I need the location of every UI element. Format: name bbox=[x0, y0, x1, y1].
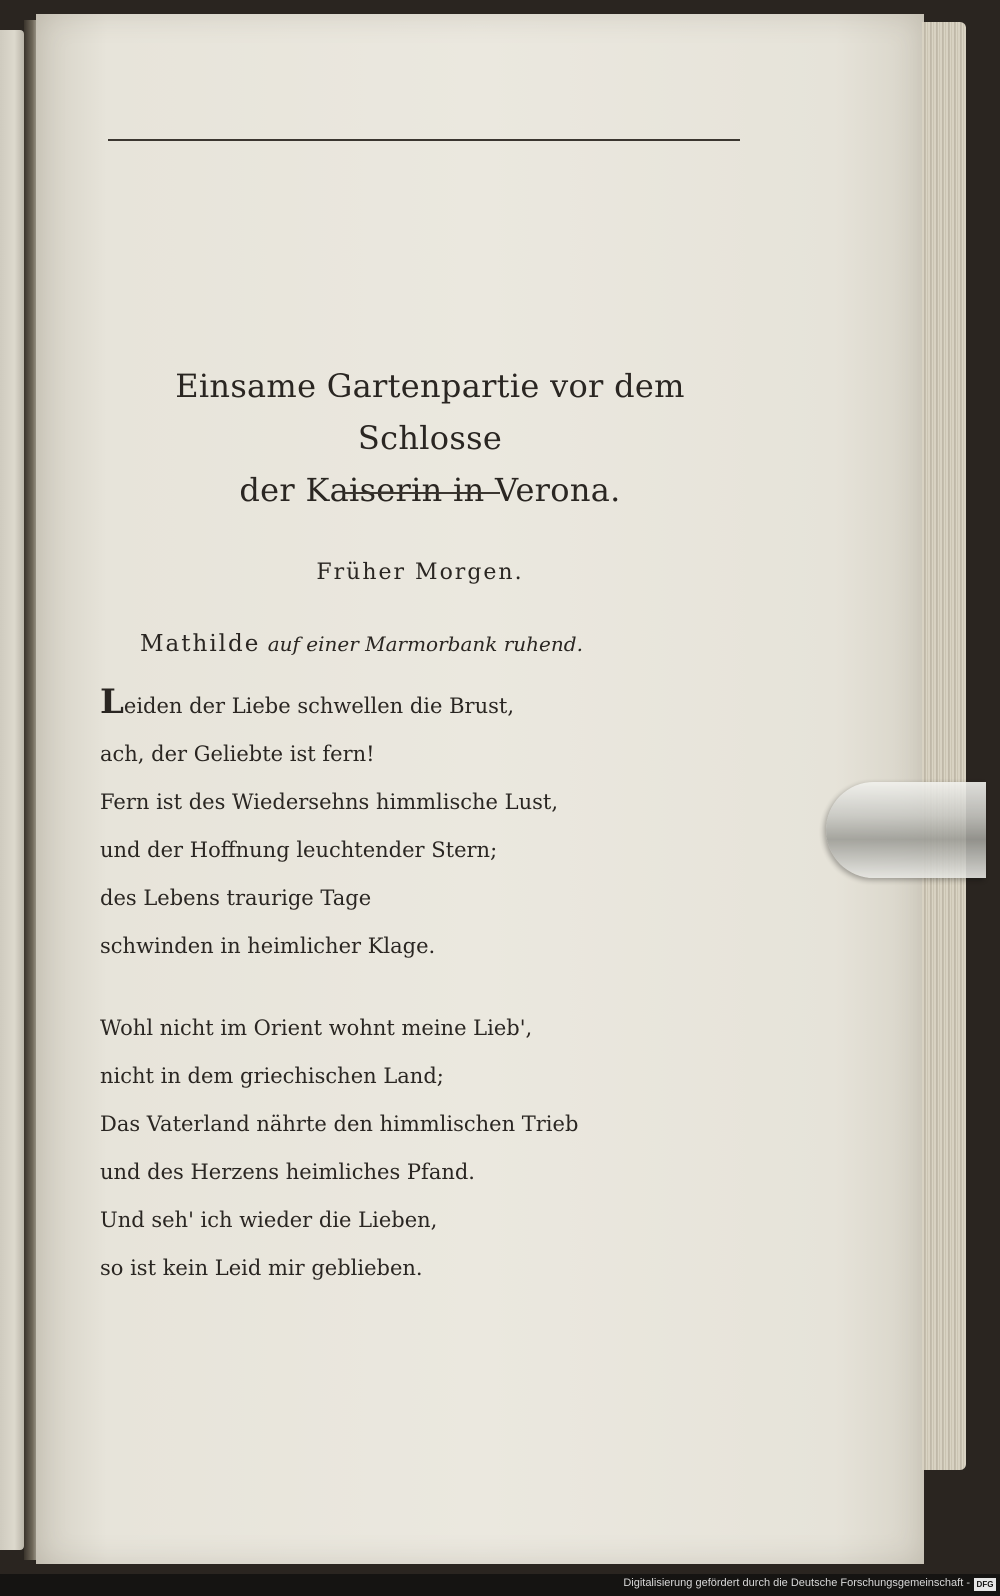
footer-credit: Digitalisierung gefördert durch die Deutsche Forschungsgemeinschaft - bbox=[623, 1577, 970, 1589]
verse-line: Das Vaterland nährte den himmlischen Trieb bbox=[100, 1112, 579, 1136]
time-of-day: Früher Morgen. bbox=[316, 560, 524, 585]
left-page-edge bbox=[0, 30, 24, 1550]
verse-line: und der Hoffnung leuchtender Stern; bbox=[100, 838, 498, 862]
verse-line: ach, der Geliebte ist fern! bbox=[100, 742, 375, 766]
verse-line bbox=[100, 682, 740, 730]
title-rule bbox=[344, 492, 500, 494]
verse-line: des Lebens traurige Tage bbox=[100, 886, 372, 910]
verse-line: und des Herzens heimliches Pfand. bbox=[100, 1160, 475, 1184]
scene-title-line-1: Einsame Gartenpartie vor dem Schlosse bbox=[175, 367, 685, 457]
speaker-name: Mathilde bbox=[140, 631, 261, 657]
verse-line: nicht in dem griechischen Land; bbox=[100, 1064, 444, 1088]
verse-line: schwinden in heimlicher Klage. bbox=[100, 934, 436, 958]
page-clamp bbox=[826, 782, 986, 878]
page-fore-edge bbox=[922, 22, 966, 1470]
verse-line-text: eiden der Liebe schwellen die Brust, bbox=[123, 694, 515, 718]
stanza-1 bbox=[100, 682, 740, 970]
verse-line: Und seh' ich wieder die Lieben, bbox=[100, 1208, 438, 1232]
scene-title-line-2: der Kaiserin in Verona. bbox=[239, 471, 621, 509]
stage-direction-text: auf einer Marmorbank ruhend. bbox=[267, 632, 583, 656]
verse-line: so ist kein Leid mir geblieben. bbox=[100, 1256, 423, 1280]
drop-cap: L bbox=[100, 682, 124, 722]
header-rule bbox=[108, 139, 740, 141]
stanza-2 bbox=[100, 1004, 740, 1292]
stage-direction bbox=[140, 628, 760, 660]
dfg-logo: DFG bbox=[974, 1578, 996, 1591]
verse-line: Fern ist des Wiedersehns himmlische Lust, bbox=[100, 790, 559, 814]
verse-line: Wohl nicht im Orient wohnt meine Lieb', bbox=[100, 1016, 533, 1040]
